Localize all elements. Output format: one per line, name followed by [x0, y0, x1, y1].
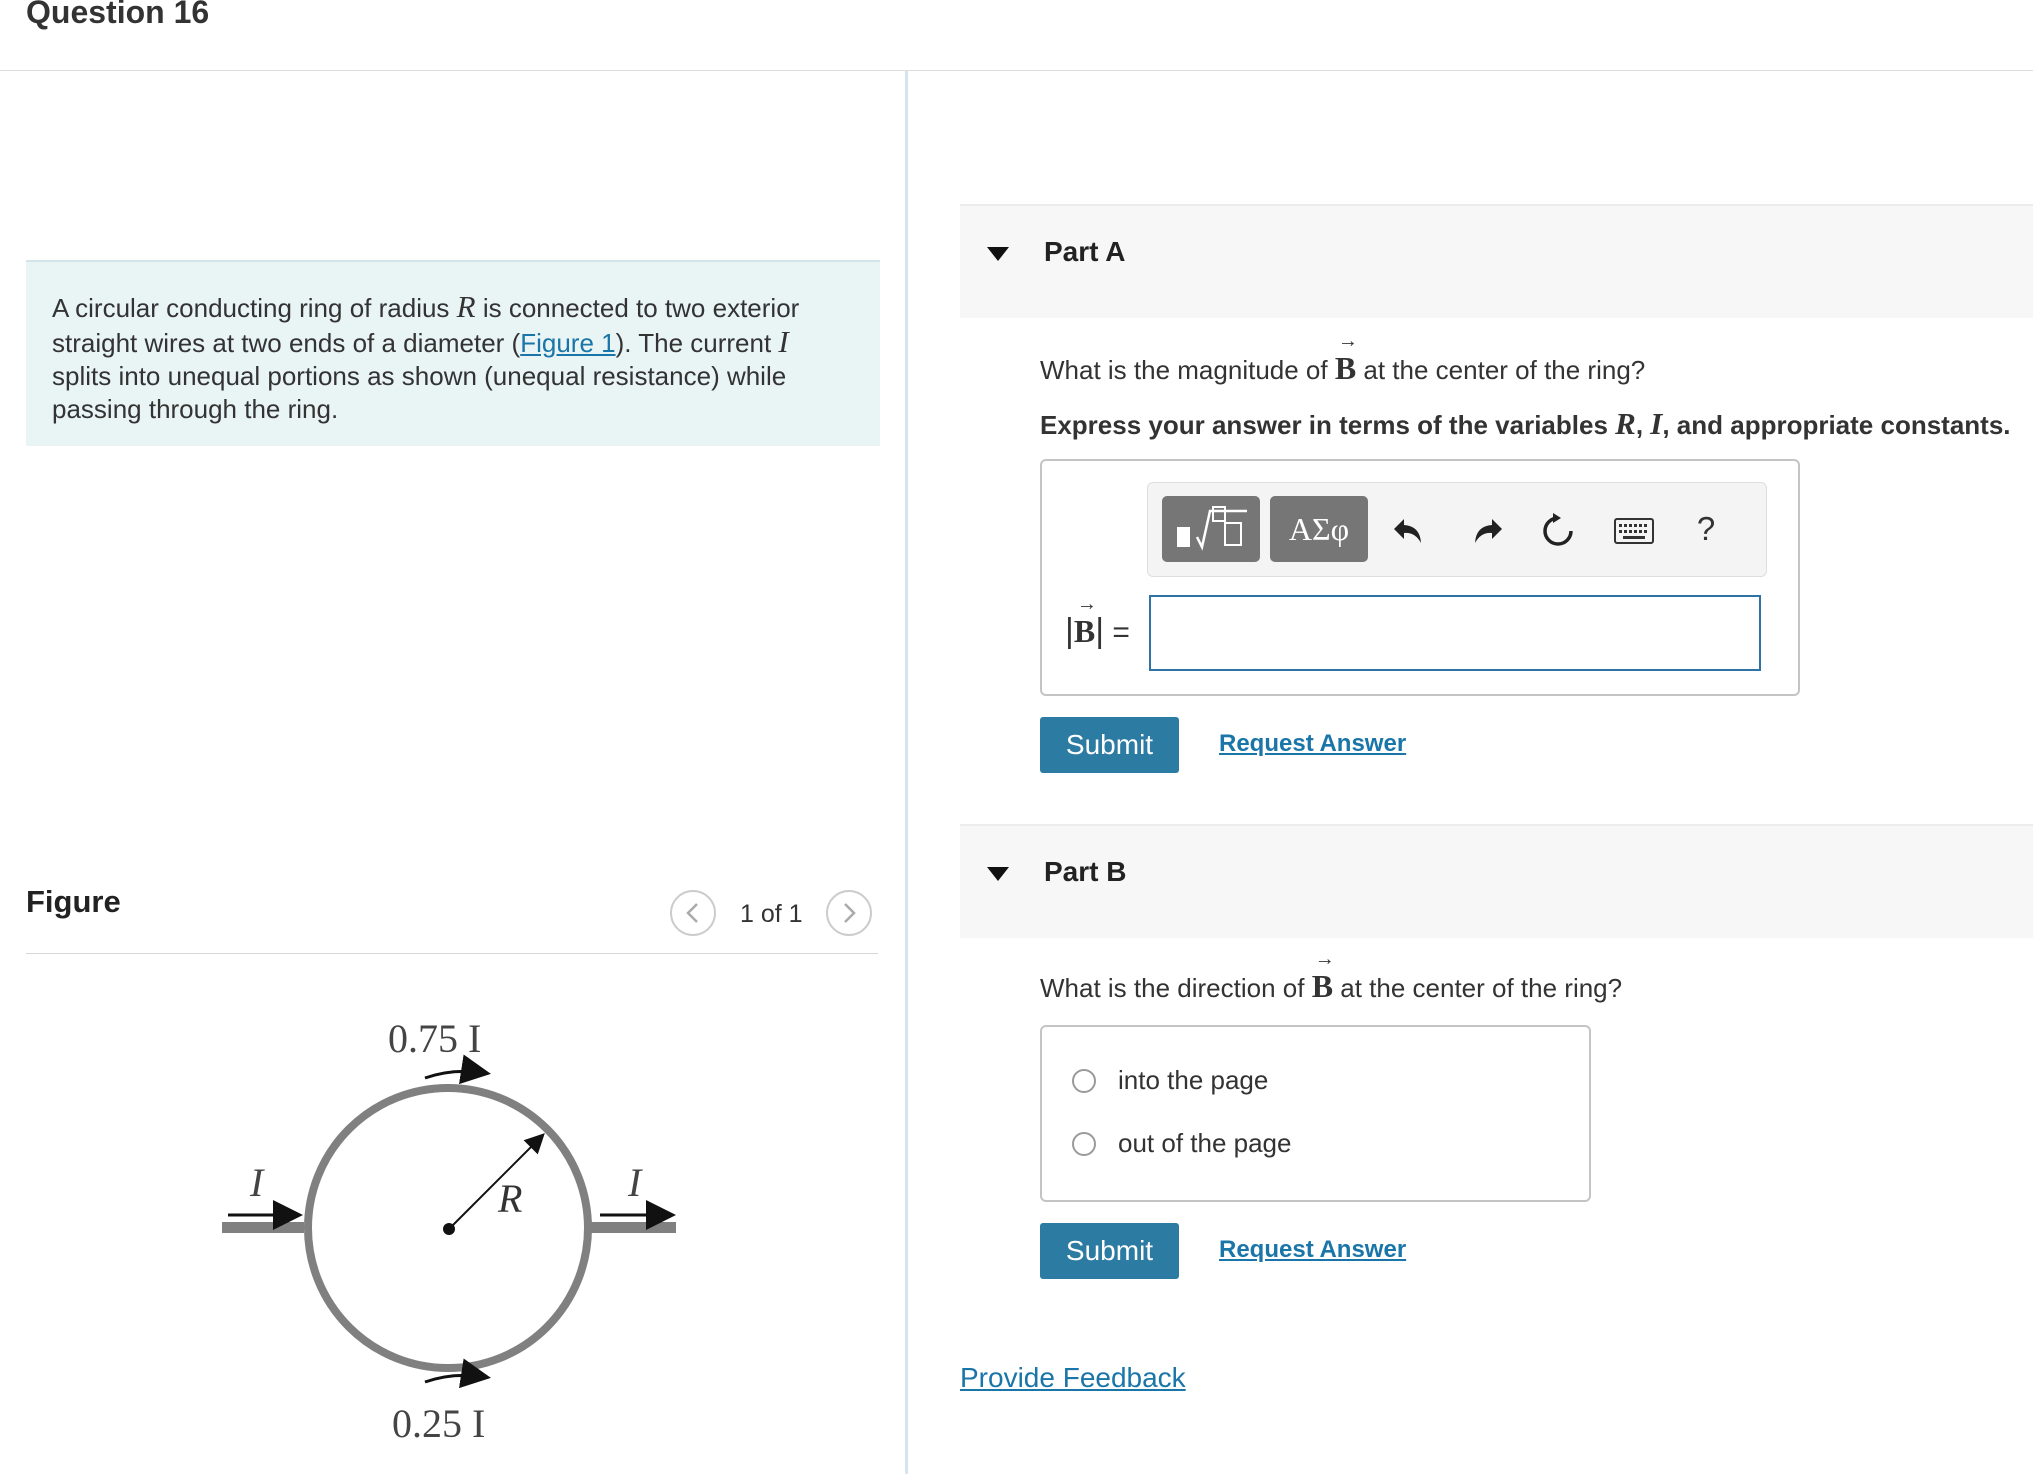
direction-options: [1040, 1025, 1591, 1202]
reset-button[interactable]: [1534, 507, 1582, 555]
provide-feedback-link[interactable]: Provide Feedback: [960, 1362, 1186, 1393]
figure-heading: Figure: [26, 884, 121, 919]
right-wire: [590, 1222, 676, 1233]
template-icon: [1169, 503, 1253, 555]
part-a-question: [1040, 350, 1645, 387]
caret-down-icon[interactable]: [987, 867, 1009, 881]
statement-text-1: A circular conducting ring of radius: [52, 293, 457, 323]
part-b-submit-button[interactable]: Submit: [1040, 1223, 1179, 1279]
statement-text-3: ). The current: [615, 328, 779, 358]
part-a-title: Part A: [1044, 236, 1126, 267]
b-vector-symbol: → B: [1312, 968, 1333, 1005]
left-current-label: I: [250, 1160, 264, 1205]
option-out-of-page[interactable]: [1072, 1128, 1291, 1159]
left-wire: [222, 1222, 304, 1233]
part-a-request-answer-link[interactable]: Request Answer: [1219, 730, 1407, 757]
question-text: at the center of the ring?: [1356, 355, 1646, 385]
top-current-arrow: [425, 1071, 485, 1078]
problem-statement: [26, 260, 880, 446]
part-b-header[interactable]: [960, 824, 2033, 938]
reset-icon: [1539, 512, 1577, 550]
radio-button[interactable]: [1072, 1069, 1096, 1093]
greek-symbols-button[interactable]: ΑΣφ: [1270, 496, 1368, 562]
instruction-separator: ,: [1635, 410, 1651, 440]
part-a-header[interactable]: [960, 204, 2033, 318]
chevron-left-icon: [684, 902, 702, 924]
right-current-label: I: [628, 1160, 642, 1205]
header-divider: [0, 70, 2033, 71]
b-vector-symbol: → B: [1335, 350, 1356, 387]
keyboard-icon: [1614, 518, 1654, 544]
ring-diagram: [200, 990, 700, 1460]
answer-label: |→ B| =: [1065, 612, 1130, 651]
answer-input[interactable]: [1149, 595, 1761, 671]
bottom-current-label: 0.25 I: [392, 1401, 486, 1446]
question-title: Question 16: [26, 0, 210, 30]
template-button[interactable]: [1162, 496, 1260, 562]
bottom-current-arrow: [425, 1375, 485, 1382]
undo-icon: [1391, 516, 1425, 546]
undo-button[interactable]: [1384, 507, 1432, 555]
part-b-question: [1040, 968, 1622, 1005]
part-b-title: Part B: [1044, 856, 1127, 887]
radio-button[interactable]: [1072, 1132, 1096, 1156]
option-into-page[interactable]: [1072, 1065, 1268, 1096]
caret-down-icon[interactable]: [987, 247, 1009, 261]
part-b-request-answer-link[interactable]: Request Answer: [1219, 1236, 1407, 1263]
radius-arrow: [449, 1136, 542, 1229]
question-text: What is the magnitude of: [1040, 355, 1335, 385]
equals-sign: =: [1112, 616, 1130, 649]
figure-divider: [26, 953, 878, 954]
radius-variable: R: [1615, 406, 1636, 441]
math-toolbar: [1147, 482, 1767, 577]
option-label: into the page: [1118, 1065, 1269, 1095]
b-vector-symbol: → B: [1074, 613, 1095, 650]
question-text: What is the direction of: [1040, 973, 1312, 1003]
instruction-text: , and appropriate constants.: [1662, 410, 2011, 440]
redo-button[interactable]: [1464, 507, 1512, 555]
statement-text-4: splits into unequal portions as shown (unequal resistance) while passing through the ring.: [52, 361, 787, 424]
current-variable: I: [1650, 406, 1663, 441]
option-label: out of the page: [1118, 1128, 1292, 1158]
radius-label: R: [498, 1176, 523, 1221]
figure-link[interactable]: Figure 1: [520, 328, 616, 358]
chevron-right-icon: [840, 902, 858, 924]
statement-text-2: is connected to two exterior straight wires at two ends of a diameter (: [52, 293, 800, 358]
top-current-label: 0.75 I: [388, 1016, 482, 1061]
help-button[interactable]: ?: [1696, 510, 1716, 547]
instruction-text: Express your answer in terms of the variables: [1040, 410, 1616, 440]
question-text: at the center of the ring?: [1333, 973, 1623, 1003]
figure-prev-button[interactable]: [670, 890, 716, 936]
figure-next-button[interactable]: [826, 890, 872, 936]
keyboard-button[interactable]: [1610, 507, 1658, 555]
part-a-instruction: [1040, 406, 2011, 442]
redo-icon: [1471, 516, 1505, 546]
figure-counter: 1 of 1: [740, 900, 803, 928]
part-a-submit-button[interactable]: Submit: [1040, 717, 1179, 773]
column-divider: [905, 71, 908, 1474]
radius-variable: R: [456, 289, 476, 324]
current-variable: I: [778, 324, 789, 359]
